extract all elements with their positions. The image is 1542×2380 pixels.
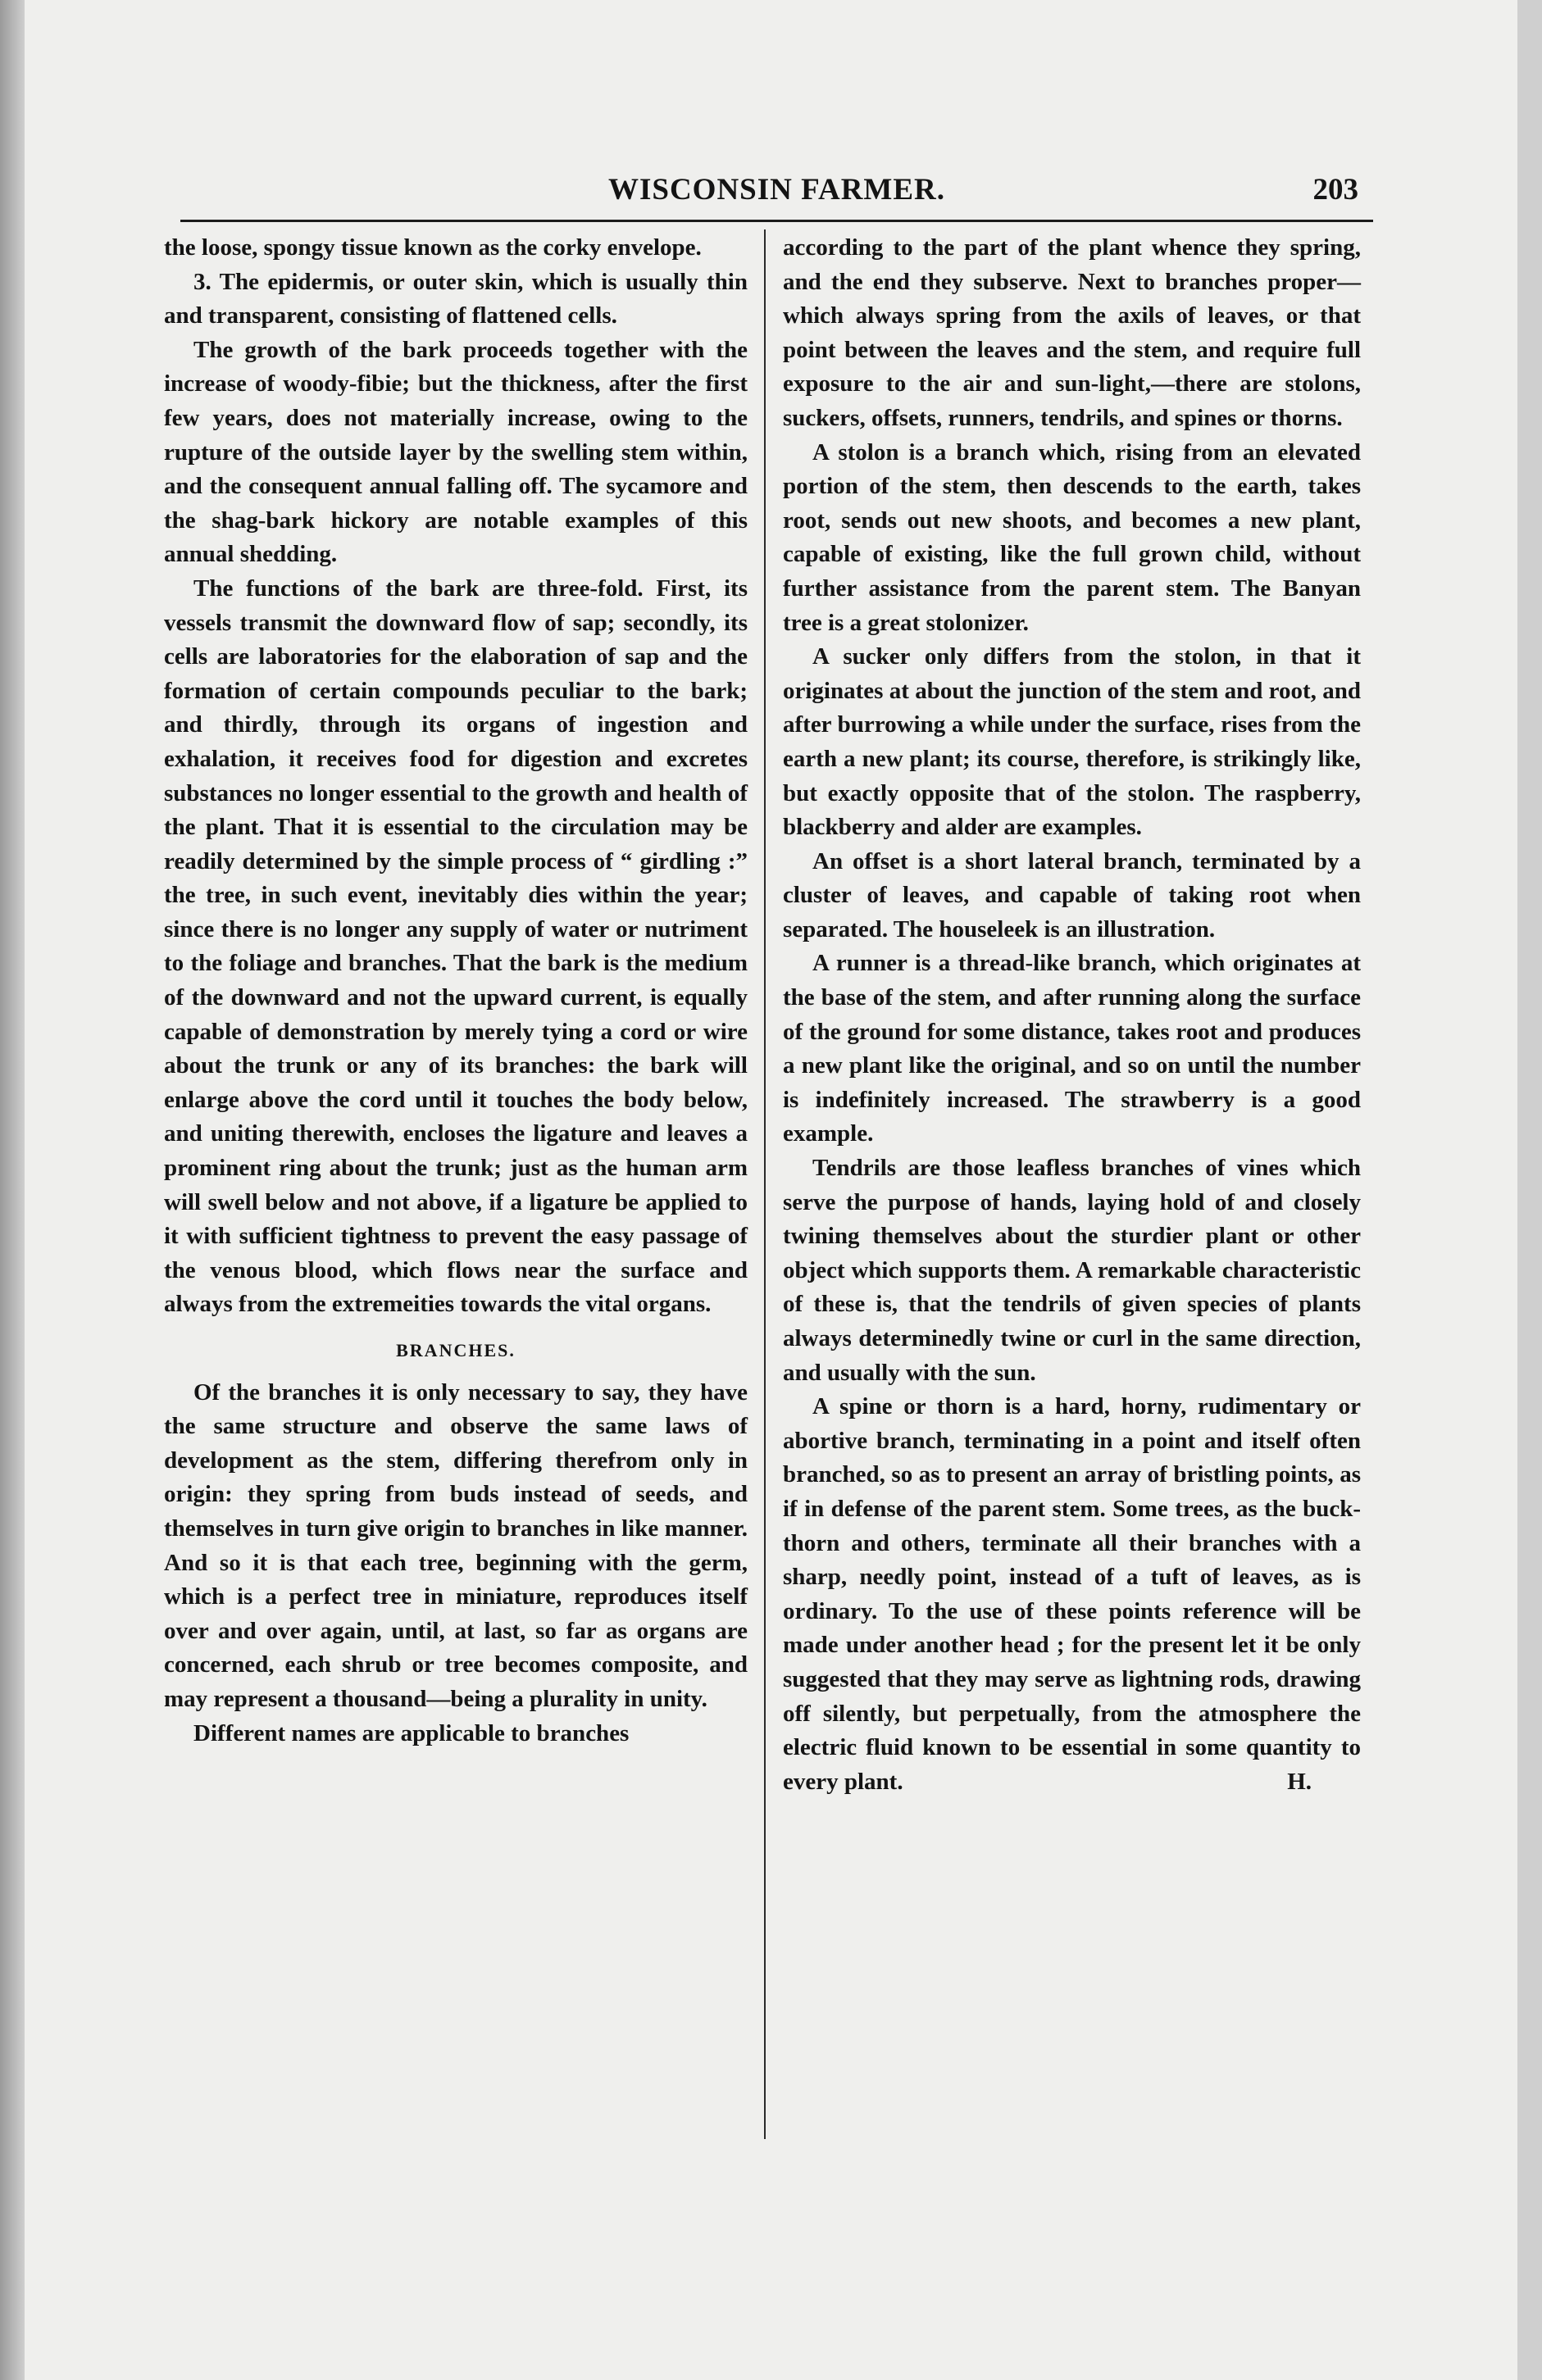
left-column <box>164 231 748 1751</box>
closing-paragraph <box>783 1390 1361 1799</box>
paragraph: The functions of the bark are three-fold. First, its vessels transmit the downward flow of sap; secondly, its cells are laboratories for the elaboration of sap and the formation of certain compounds peculiar to the bark; and thirdly, through its organs of ingestion and exhalation, it receives food for digestion and excretes substances no longer essential to the growth and health of the plant. That it is essential to the circulation may be readily determined by the simple process of “ girdling :” the tree, in such event, inevitably dies within the year; since there is no longer any supply of water or nutriment to the foliage and branches. That the bark is the medium of the downward and not the upward current, is equally capable of demonstration by merely tying a cord or wire about the trunk or any of its branches: the bark will enlarge above the cord until it touches the body below, and uniting therewith, encloses the ligature and leaves a prominent ring about the trunk; just as the human arm will swell below and not above, if a ligature be applied to it with sufficient tightness to prevent the easy passage of the venous blood, which flows near the surface and always from the extremeities towards the vital organs. <box>164 575 748 1318</box>
page-binding-shadow <box>0 0 25 2380</box>
right-column <box>783 231 1361 1799</box>
paragraph: according to the part of the plant whence they spring, and the end they subserve. Next to branches proper—which always spring from the axils of leaves, or that point between the leaves and the stem, and require full exposure to the air and sun-light,—there are stolons, suckers, offsets, runners, tendrils, and spines or thorns. <box>783 234 1361 431</box>
paragraph: A spine or thorn is a hard, horny, rudimentary or abortive branch, terminating in a point and itself often branched, so as to present an array of bristling points, as if in defense of the parent stem. Some trees, as the buck-thorn and others, terminate all their branches with a sharp, needly point, instead of a tuft of leaves, as is ordinary. To the use of these points reference will be made under another head ; for the present let it be only suggested that they may serve as lightning rods, drawing off silently, but perpetually, from the atmosphere the electric fluid known to be essential in some quantity to every plant. <box>783 1393 1361 1795</box>
running-header-title: WISCONSIN FARMER. <box>607 173 945 207</box>
paragraph: The growth of the bark proceeds together with the increase of woody-fibie; but the thickness, after the first few years, does not materially increase, owing to the rupture of the outside layer by the swelling stem within, and the consequent annual falling off. The sycamore and the shag-bark hickory are notable examples of this annual shedding. <box>164 336 748 568</box>
paragraph: A stolon is a branch which, rising from an elevated portion of the stem, then descends to the earth, takes root, sends out new shoots, and becomes a new plant, capable of existing, like the full grown child, without further assistance from the parent stem. The Banyan tree is a great stolonizer. <box>783 438 1361 636</box>
paragraph: the loose, spongy tissue known as the corky envelope. <box>164 234 702 261</box>
paragraph: Of the branches it is only necessary to say, they have the same structure and observe the same laws of development as the stem, differing therefrom only in origin: they spring from buds instead of seeds, and themselves in turn give origin to branches in like manner. And so it is that each tree, beginning with the germ, which is a perfect tree in miniature, reproduces itself over and over again, until, at last, so far as organs are concerned, each shrub or tree becomes composite, and may represent a thousand—being a plurality in unity. <box>164 1378 748 1712</box>
paragraph: Different names are applicable to branches <box>193 1719 630 1746</box>
header-rule <box>180 220 1373 222</box>
paragraph: 3. The epidermis, or outer skin, which is usually thin and transparent, consisting of flattened cells. <box>164 268 748 329</box>
column-divider <box>764 229 766 2139</box>
running-header <box>180 164 1373 213</box>
paragraph: A runner is a thread-like branch, which originates at the base of the stem, and after running along the surface of the ground for some distance, takes root and produces a new plant like the original, and so on until the number is indefinitely increased. The strawberry is a good example. <box>783 950 1361 1147</box>
paragraph: An offset is a short lateral branch, terminated by a cluster of leaves, and capable of taking root when separated. The houseleek is an illustration. <box>783 847 1361 942</box>
section-heading: BRANCHES. <box>396 1340 516 1360</box>
paragraph: Tendrils are those leafless branches of vines which serve the purpose of hands, laying hold of and closely twining themselves about the sturdier plant or other object which supports them. A remarkable characteristic of these is, that the tendrils of given species of plants always determinedly twine or curl in the same direction, and usually with the sun. <box>783 1155 1361 1386</box>
paragraph: A sucker only differs from the stolon, in that it originates at about the junction of the stem and root, and after burrowing a while under the surface, rises from the earth a new plant; its course, therefore, is strikingly like, but exactly opposite that of the stolon. The raspberry, blackberry and alder are examples. <box>783 643 1361 841</box>
page-number: 203 <box>1312 173 1358 207</box>
author-signature: H. <box>1287 1768 1312 1795</box>
